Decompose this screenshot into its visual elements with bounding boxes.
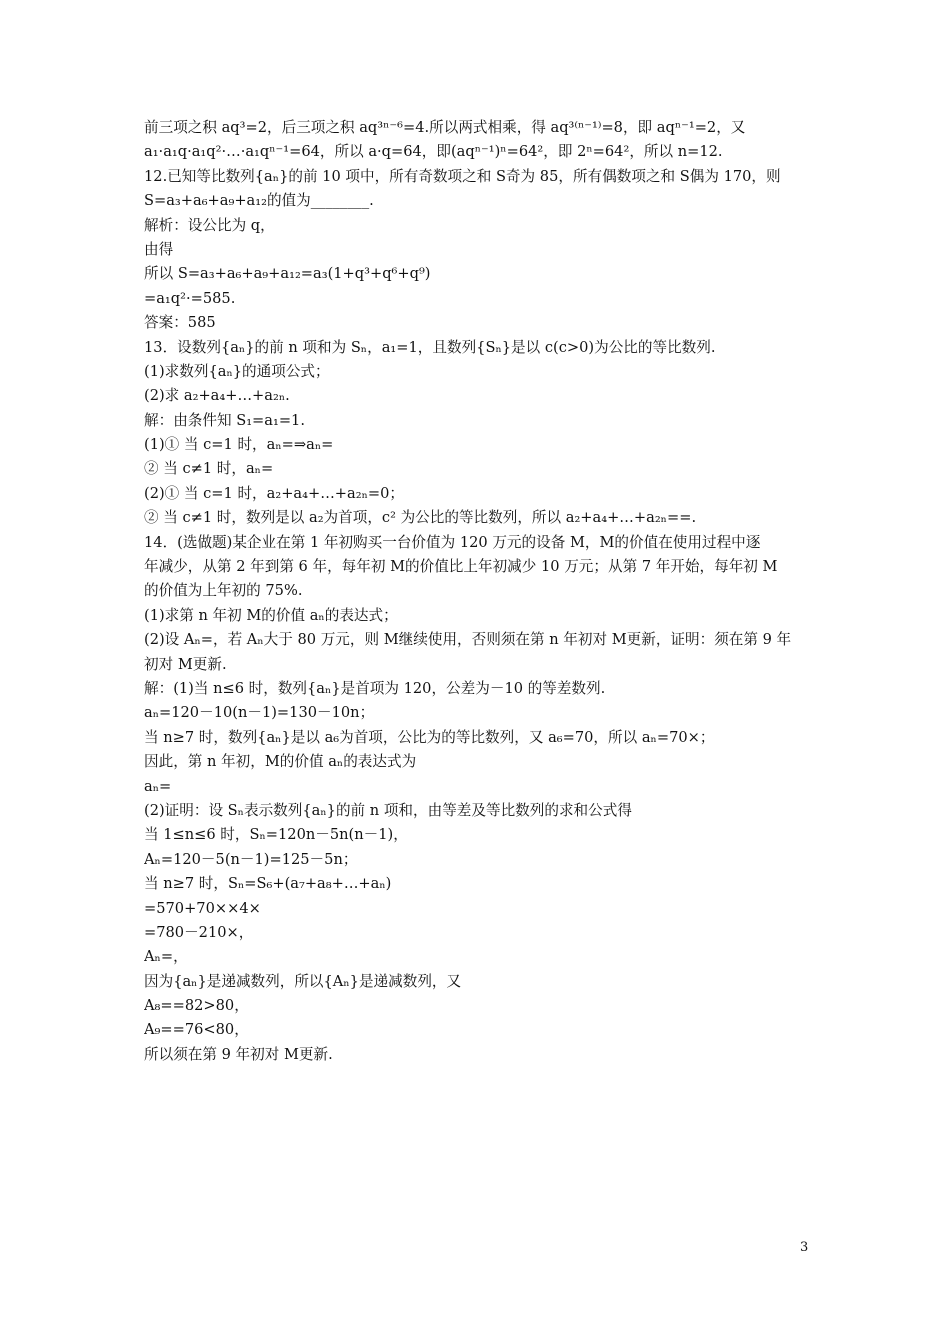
text-line: A₉==76<80，	[144, 1021, 249, 1039]
text-line: 由得	[144, 240, 174, 258]
text-line: 解：(1)当 n≤6 时，数列{aₙ}是首项为 120，公差为－10 的等差数列.	[144, 679, 606, 697]
text-line: 13．设数列{aₙ}的前 n 项和为 Sₙ，a₁=1，且数列{Sₙ}是以 c(c>0)为公比的等比数列.	[144, 338, 716, 356]
text-line: 因为{aₙ}是递减数列，所以{Aₙ}是递减数列，又	[144, 972, 462, 990]
text-line: (2)求 a₂+a₄+…+a₂ₙ.	[144, 387, 290, 405]
text-line: (2)证明：设 Sₙ表示数列{aₙ}的前 n 项和，由等差及等比数列的求和公式得	[144, 801, 632, 819]
text-line: =a₁q²·=585.	[144, 289, 236, 307]
text-line: aₙ=120－10(n－1)=130－10n；	[144, 704, 375, 722]
text-line: 年减少，从第 2 年到第 6 年，每年初 M的价值比上年初减少 10 万元；从第 7 年开始，每年初 M	[144, 558, 778, 576]
text-line: Aₙ=，	[144, 948, 188, 966]
text-line: 因此，第 n 年初，M的价值 aₙ的表达式为	[144, 753, 417, 771]
text-line: 答案：585	[144, 314, 216, 332]
text-line: 12.已知等比数列{aₙ}的前 10 项中，所有奇数项之和 S奇为 85，所有偶数项之和 S偶为 170，则	[144, 167, 781, 185]
text-line: aₙ=	[144, 777, 172, 795]
text-line: a₁·a₁q·a₁q²·…·a₁qⁿ⁻¹=64，所以 a·q=64，即(aqⁿ⁻¹)ⁿ=64²，即 2ⁿ=64²，所以 n=12.	[144, 143, 723, 161]
text-line: (1)① 当 c=1 时，aₙ=⇒aₙ=	[144, 436, 334, 454]
text-line: 所以 S=a₃+a₆+a₉+a₁₂=a₃(1+q³+q⁶+q⁹)	[144, 265, 431, 283]
text-line: S=a₃+a₆+a₉+a₁₂的值为________.	[144, 192, 374, 210]
text-line: =570+70××4×	[144, 899, 261, 917]
text-line: ② 当 c≠1 时，aₙ=	[144, 460, 274, 478]
text-line: 前三项之积 aq³=2，后三项之积 aq³ⁿ⁻⁶=4.所以两式相乘，得 aq³⁽ⁿ⁻¹⁾=8，即 aqⁿ⁻¹=2，又	[144, 119, 746, 136]
text-line: (2)① 当 c=1 时，a₂+a₄+…+a₂ₙ=0；	[144, 484, 405, 502]
text-line: 当 n≥7 时，Sₙ=S₆+(a₇+a₈+…+aₙ)	[144, 875, 392, 893]
text-line: (2)设 Aₙ=，若 Aₙ大于 80 万元，则 M继续使用，否则须在第 n 年初对 M更新，证明：须在第 9 年	[144, 631, 792, 649]
text-line: 14．(选做题)某企业在第 1 年初购买一台价值为 120 万元的设备 M，M的价值在使用过程中逐	[144, 533, 761, 551]
document-body	[144, 116, 814, 1067]
text-line: 当 n≥7 时，数列{aₙ}是以 a₆为首项，公比为的等比数列，又 a₆=70，所以 aₙ=70×；	[144, 728, 715, 746]
text-line: ② 当 c≠1 时，数列是以 a₂为首项，c² 为公比的等比数列，所以 a₂+a₄+…+a₂ₙ==.	[144, 509, 697, 527]
text-line: A₈==82>80，	[144, 997, 249, 1015]
text-line: 当 1≤n≤6 时，Sₙ=120n－5n(n－1)，	[144, 826, 408, 844]
text-line: 解：由条件知 S₁=a₁=1.	[144, 411, 305, 429]
page-number: 3	[800, 1240, 809, 1255]
text-line: 解析：设公比为 q，	[144, 216, 275, 234]
text-line: Aₙ=120－5(n－1)=125－5n；	[144, 850, 358, 868]
text-line: =780－210×，	[144, 923, 254, 941]
text-line: 初对 M更新.	[144, 655, 227, 673]
text-line: (1)求第 n 年初 M的价值 aₙ的表达式；	[144, 606, 398, 624]
text-line: 的价值为上年初的 75%.	[144, 582, 303, 600]
text-line: 所以须在第 9 年初对 M更新.	[144, 1045, 333, 1063]
text-line: (1)求数列{aₙ}的通项公式；	[144, 362, 330, 380]
